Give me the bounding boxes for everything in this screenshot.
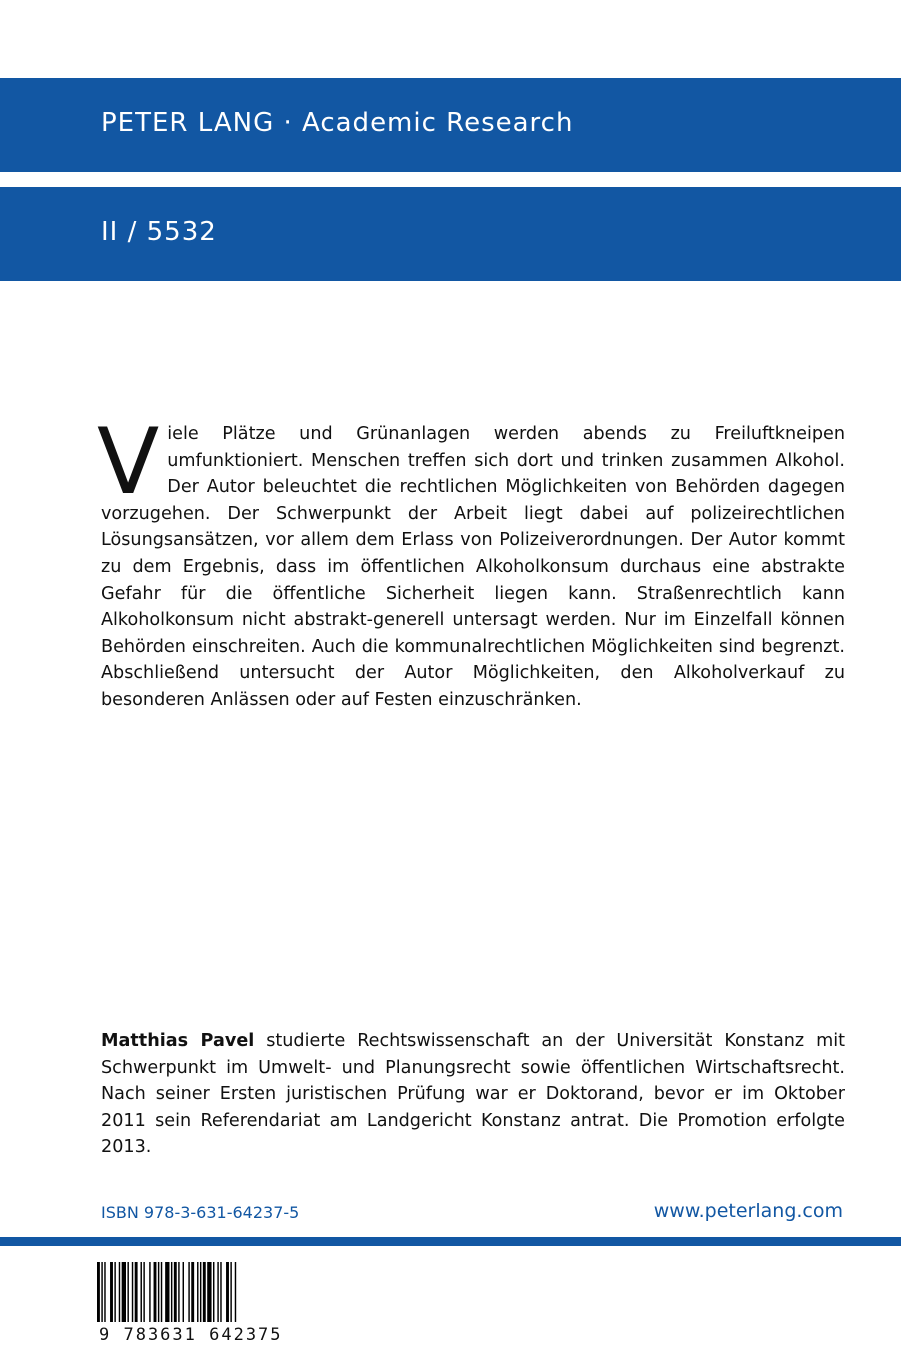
series-band [0, 187, 901, 281]
barcode-bar [141, 1262, 142, 1322]
barcode-bar [188, 1262, 189, 1322]
barcode-digits: 9 783631 642375 [99, 1325, 283, 1345]
barcode-bar [197, 1262, 198, 1322]
barcode-bar [114, 1262, 115, 1322]
barcode-bar [230, 1262, 231, 1322]
publisher-band [0, 78, 901, 172]
author-name: Matthias Pavel [101, 1031, 255, 1051]
barcode-bar [220, 1262, 221, 1322]
barcode-bar [191, 1262, 194, 1322]
series-number: II / 5532 [101, 217, 217, 247]
barcode-bar [97, 1262, 100, 1322]
barcode-bar [217, 1262, 218, 1322]
barcode-bar [122, 1262, 126, 1322]
author-bio [101, 1028, 845, 1161]
barcode [97, 1262, 289, 1322]
barcode-bar [213, 1262, 214, 1322]
barcode-bar [235, 1262, 236, 1322]
barcode-bar [178, 1262, 179, 1322]
barcode-bar [161, 1262, 162, 1322]
barcode-bar [207, 1262, 211, 1322]
blurb-text: iele Plätze und Grünanlagen werden abends zu Freiluftkneipen umfunktioniert. Menschen treffen sich dort und trinken zusammen Alkohol. Der Autor beleuchtet die rechtlichen Möglichkeiten von Behörden dagegen vorzugehen. Der Schwerpunkt der Arbeit liegt dabei auf polizeirechtlichen Lösungsansätzen, vor allem dem Erlass von Polizeiverordnungen. Der Autor kommt zu dem Ergebnis, dass im öffentlichen Alkoholkonsum durchaus eine abstrakte Gefahr für die öffentliche Sicherheit liegen kann. Straßenrechtlich kann Alkoholkonsum nicht abstrakt-generell untersagt werden. Nur im Einzelfall können Behörden einschreiten. Auch die kommunalrechtlichen Möglichkeiten sind begrenzt. Abschließend untersucht der Autor Möglichkeiten, den Alkoholverkauf zu besonderen Anlässen oder auf Festen einzuschränken. [101, 424, 845, 710]
barcode-bar [127, 1262, 128, 1322]
barcode-bar [119, 1262, 120, 1322]
barcode-bar [143, 1262, 144, 1322]
barcode-bar [200, 1262, 201, 1322]
barcode-bar [154, 1262, 157, 1322]
isbn-label: ISBN 978-3-631-64237-5 [101, 1203, 300, 1222]
author-bio-text: studierte Rechtswissenschaft an der Universität Konstanz mit Schwerpunkt im Umwelt- und Planungsrecht sowie öffentlichen Wirtschaftsrecht. Nach seiner Ersten juristischen Prüfung war er Doktorand, bevor er im Oktober 2011 sein Referendariat am Landgericht Konstanz antrat. Die Promotion erfolgte 2013. [101, 1031, 846, 1158]
barcode-bar [149, 1262, 150, 1322]
barcode-bar [171, 1262, 172, 1322]
barcode-bar [174, 1262, 177, 1322]
barcode-bar [203, 1262, 206, 1322]
publisher-line: PETER LANG · Academic Research [101, 108, 574, 138]
barcode-bar [158, 1262, 159, 1322]
barcode-bar [183, 1262, 184, 1322]
barcode-bar [104, 1262, 105, 1322]
barcode-bar [226, 1262, 229, 1322]
website-link[interactable]: www.peterlang.com [653, 1200, 843, 1222]
footer-rule [0, 1237, 901, 1246]
barcode-bar [165, 1262, 169, 1322]
barcode-bar [101, 1262, 102, 1322]
barcode-bar [110, 1262, 113, 1322]
barcode-bar [132, 1262, 133, 1322]
barcode-bar [135, 1262, 138, 1322]
book-blurb [97, 410, 845, 714]
drop-cap: V [97, 410, 160, 515]
